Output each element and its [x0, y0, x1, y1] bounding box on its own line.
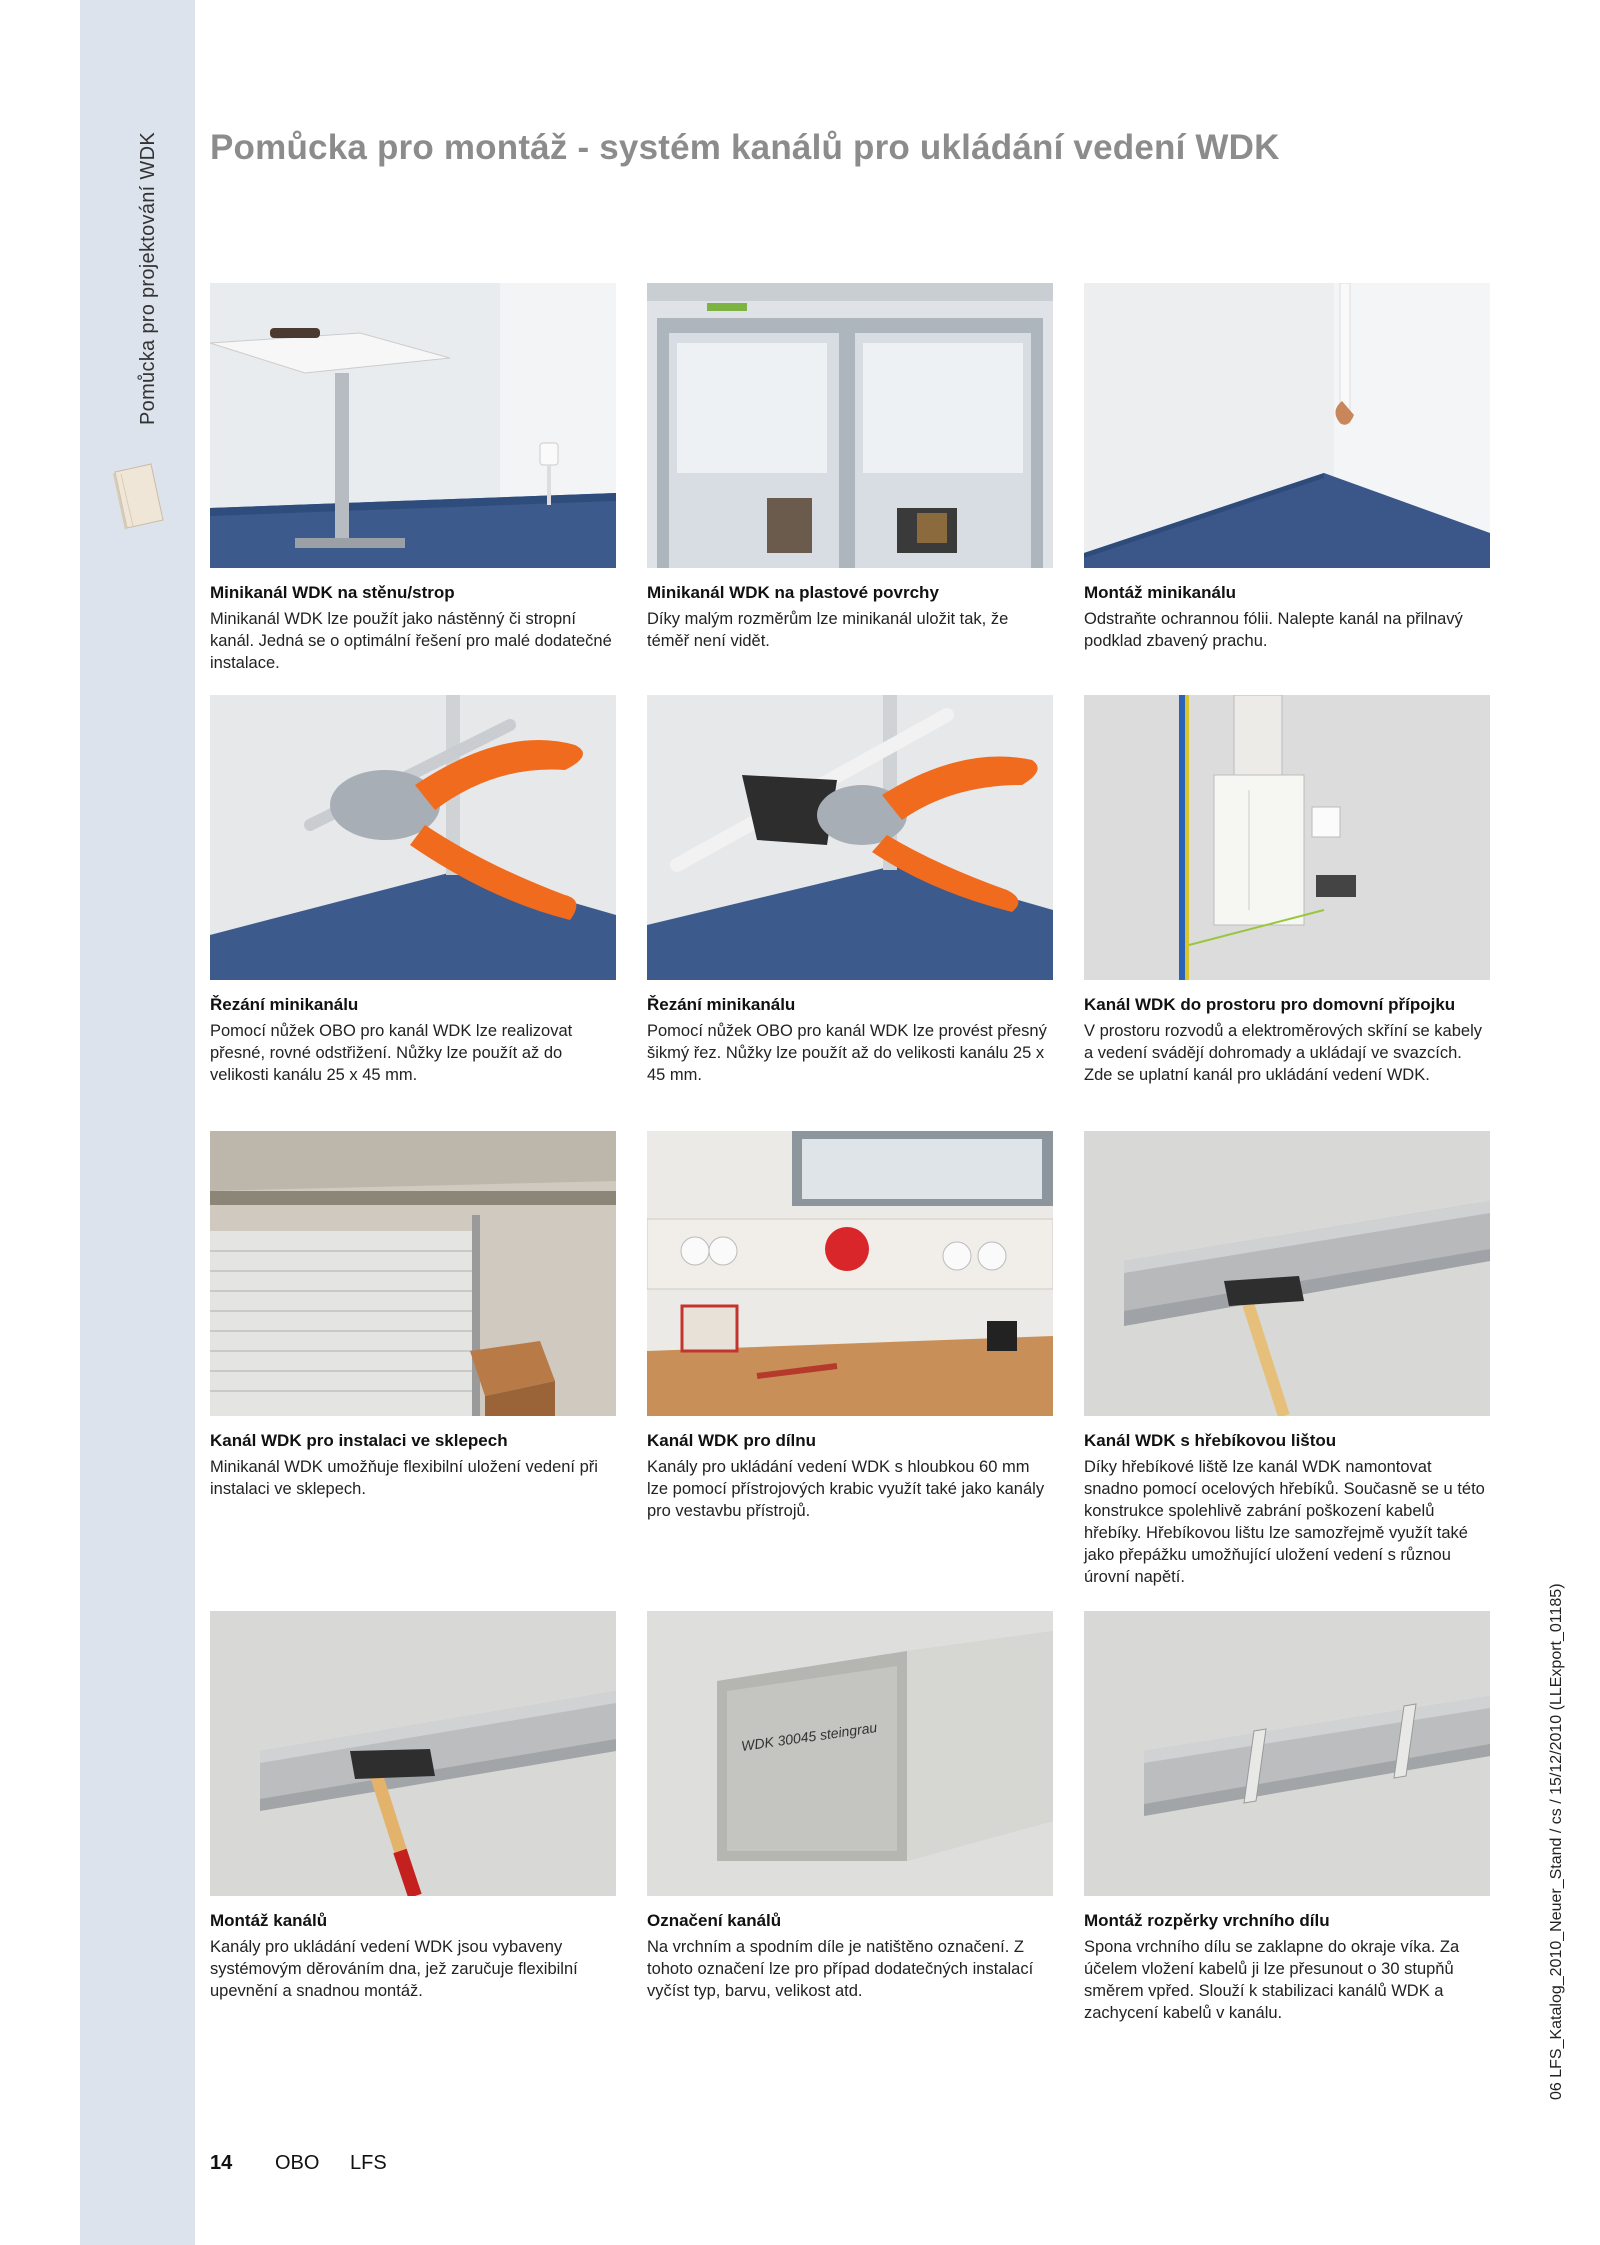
- card-heading: Montáž kanálů: [210, 1911, 328, 1930]
- card-text: Kanály pro ukládání vedení WDK s hloubkou 60 mm lze pomocí přístrojových krabic využít také jako kanály pro vestavbu přístrojů.: [647, 1458, 1045, 1520]
- page-number: 14: [210, 2152, 233, 2174]
- card-text: Minikanál WDK lze použít jako nástěnný či stropní kanál. Jedná se o optimální řešení pro malé dodatečné instalace.: [210, 610, 612, 672]
- duct-print-label: WDK 30045 steingrau: [740, 1719, 879, 1754]
- card-angled-cut: [647, 695, 1053, 1086]
- card-wall-ceiling: [210, 283, 616, 674]
- card-text: Na vrchním a spodním díle je natištěno označení. Z tohoto označení lze pro případ dodatečných instalací vyčíst typ, barvu, velikost atd.: [647, 1938, 1034, 2000]
- photo-meter-cabinet: [1084, 695, 1490, 980]
- card-text: Pomocí nůžek OBO pro kanál WDK lze realizovat přesné, rovné odstřižení. Nůžky lze použít až do velikosti kanálu 25 x 45 mm.: [210, 1022, 573, 1084]
- card-heading: Kanál WDK pro dílnu: [647, 1431, 817, 1450]
- card-text: Spona vrchního dílu se zaklapne do okraje víka. Za účelem vložení kabelů ji lze přesunout o 30 stupňů směrem vpřed. Slouží k stabilizaci kanálů WDK a zachycení kabelů v kanálu.: [1084, 1938, 1460, 2022]
- photo-shears-angled-cut: [647, 695, 1053, 980]
- card-heading: Minikanál WDK na stěnu/strop: [210, 583, 455, 602]
- photo-basement-room: [210, 1131, 616, 1416]
- card-text: Minikanál WDK umožňuje flexibilní uložení vedení při instalaci ve sklepech.: [210, 1458, 598, 1498]
- photo-shears-straight-cut: [210, 695, 616, 980]
- card-text: Odstraňte ochrannou fólii. Nalepte kanál na přilnavý podklad zbavený prachu.: [1084, 610, 1463, 650]
- card-duct-marking: [647, 1611, 1053, 2002]
- footer-section: LFS: [350, 2152, 387, 2174]
- print-metadata: 06 LFS_Katalog_2010_Neuer_Stand / cs / 15/12/2010 (LLExport_01185): [1548, 1583, 1565, 2100]
- card-mini-duct-mounting: [1084, 283, 1490, 652]
- card-text: Pomocí nůžek OBO pro kanál WDK lze provést přesný šikmý řez. Nůžky lze použít až do velikosti kanálu 25 x 45 mm.: [647, 1022, 1047, 1084]
- card-heading: Montáž rozpěrky vrchního dílu: [1084, 1911, 1330, 1930]
- card-nail-strip: [1084, 1131, 1490, 1588]
- card-heading: Minikanál WDK na plastové povrchy: [647, 583, 939, 602]
- card-spacer-mounting: [1084, 1611, 1490, 2024]
- photo-duct-spacer: [1084, 1611, 1490, 1896]
- card-service-entrance: [1084, 695, 1490, 1086]
- card-text: Díky hřebíkové liště lze kanál WDK namontovat snadno pomocí ocelových hřebíků. Současně se u této konstrukce spolehlivě zabrání poškození kabelů hřebíky. Hřebíkovou lištu lze samozřejmě využít také jako přepážku umožňující uložení vedení s různou úrovní napětí.: [1084, 1458, 1485, 1586]
- photo-glass-partition: [647, 283, 1053, 568]
- footer-brand: OBO: [275, 2152, 320, 2174]
- duct-sample-icon: [111, 462, 165, 530]
- card-plastic-surfaces: [647, 283, 1053, 652]
- photo-duct-nail-strip: [1084, 1131, 1490, 1416]
- page-title: Pomůcka pro montáž - systém kanálů pro ukládání vedení WDK: [210, 128, 1280, 167]
- photo-duct-marking: [647, 1611, 1053, 1896]
- card-heading: Kanál WDK do prostoru pro domovní přípojku: [1084, 995, 1456, 1014]
- card-heading: Montáž minikanálu: [1084, 583, 1237, 602]
- card-workshop: [647, 1131, 1053, 1522]
- card-heading: Řezání minikanálu: [210, 995, 359, 1014]
- photo-desk-wall-mini-duct: [210, 283, 616, 568]
- card-text: Díky malým rozměrům lze minikanál uložit tak, že téměř není vidět.: [647, 610, 1009, 650]
- card-duct-mounting: [210, 1611, 616, 2002]
- card-text: Kanály pro ukládání vedení WDK jsou vybaveny systémovým děrováním dna, jež zaručuje flexibilní upevnění a snadnou montáž.: [210, 1938, 578, 2000]
- card-heading: Kanál WDK pro instalaci ve sklepech: [210, 1431, 508, 1450]
- photo-mini-duct-corner: [1084, 283, 1490, 568]
- card-heading: Označení kanálů: [647, 1911, 782, 1930]
- sidebar-label: Pomůcka pro projektování WDK: [137, 132, 159, 425]
- card-straight-cut: [210, 695, 616, 1086]
- card-heading: Kanál WDK s hřebíkovou lištou: [1084, 1431, 1337, 1450]
- photo-duct-hammer: [210, 1611, 616, 1896]
- card-text: V prostoru rozvodů a elektroměrových skříní se kabely a vedení svádějí dohromady a ukládají ve svazcích. Zde se uplatní kanál pro ukládání vedení WDK.: [1084, 1022, 1483, 1084]
- card-heading: Řezání minikanálu: [647, 995, 796, 1014]
- card-basement: [210, 1131, 616, 1500]
- photo-workshop-bench: [647, 1131, 1053, 1416]
